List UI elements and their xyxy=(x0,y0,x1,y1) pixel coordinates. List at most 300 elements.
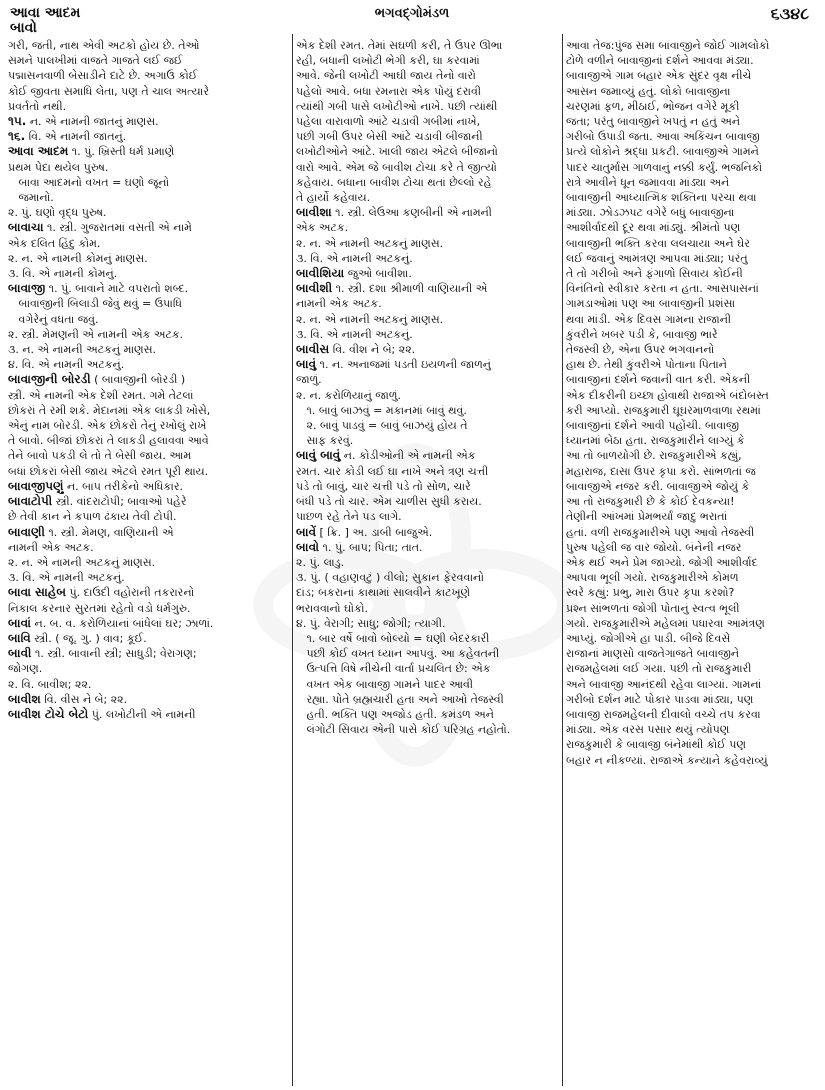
entry-text: પદ્માસનવાળી બેસાડીને દાટે છે. અગાઉ કોઈ xyxy=(8,69,198,83)
entry-headword: બાવીશી xyxy=(296,281,333,296)
entry-text: બાવાજીની બિલાડી જેવું થવું = ઉપાધિ xyxy=(8,297,182,311)
entry-text: ઉત્પત્તિ વિષે નીચેની વાર્તા પ્રચલિત છે: એક xyxy=(296,662,491,676)
entry-headword: બાવીશિયા xyxy=(296,266,345,281)
entry-text: બાવા આદમનો વખત = ઘણો જૂનો xyxy=(8,175,170,189)
text-line xyxy=(8,266,290,281)
entry-text: એક દીકરીની ઇચ્છા હોવાથી રાજાએ બંદોબસ્ત xyxy=(566,388,769,402)
entry-text: પાછળ રહે તેને પડ લાગે. xyxy=(296,510,402,524)
text-line xyxy=(296,220,558,235)
text-line xyxy=(296,722,558,737)
text-line xyxy=(296,53,558,68)
text-line xyxy=(8,570,290,585)
text-line xyxy=(296,707,558,722)
entry-headword: આવા આદમ xyxy=(8,144,69,159)
text-line xyxy=(566,68,819,83)
text-line xyxy=(8,236,290,251)
text-line xyxy=(296,84,558,99)
text-line xyxy=(566,372,819,387)
entry-headword: બાવાજીની બોરડી xyxy=(8,372,91,387)
entry-text: પ્રશ્ન સાંભળતાં જોગી પોતાનું સ્વત્વ ભૂલી xyxy=(566,601,740,615)
text-line xyxy=(8,342,290,357)
text-line xyxy=(566,114,819,129)
text-line xyxy=(296,448,558,463)
text-line xyxy=(296,601,558,616)
text-line xyxy=(566,403,819,418)
entry-text: બાવાજીનાં દર્શને આવી પહોંચી. બાવાજી xyxy=(566,419,740,433)
entry-text: ૧. સ્ત્રી. મેમણ, વાણિયાની એ xyxy=(44,525,174,539)
text-line xyxy=(8,175,290,190)
entry-text: ૨. ન. એ નામની અટકનું માણસ. xyxy=(296,312,444,326)
text-line xyxy=(8,84,290,99)
entry-headword: બાવાચા xyxy=(8,220,44,235)
text-line xyxy=(566,753,819,768)
text-line xyxy=(8,327,290,342)
text-line xyxy=(8,585,290,600)
entry-text: વિ. એ નામની જાતનું. xyxy=(25,130,127,144)
entry-text: ૨. ન. એ નામની કોમનું માણસ. xyxy=(8,251,148,265)
entry-text: બાવાજીની ભક્તિ કરવા લલચાયા અને ઘેર xyxy=(566,236,750,250)
text-line xyxy=(296,296,558,311)
text-line xyxy=(8,707,290,722)
entry-text: માંડ્યા. એક વરસ પસાર થયું ત્યોપણ xyxy=(566,723,730,737)
text-line xyxy=(296,570,558,585)
entry-headword: બાવું બાવું xyxy=(296,448,341,463)
text-line xyxy=(566,433,819,448)
text-line xyxy=(566,677,819,692)
entry-headword: ૧૬. xyxy=(8,129,26,144)
entry-text: લઈ જવાનું આમંત્રણ આપવા માંડ્યા; પરંતુ xyxy=(566,251,748,265)
text-line xyxy=(296,403,558,418)
entry-text: બધાં છોકરાં બેસી જાય એટલે રમત પૂરી થાય. xyxy=(8,464,209,478)
text-line xyxy=(8,388,290,403)
entry-text: રહ્યા. પોતે બ્રહ્મચારી હતા અને આખો તેજસ્વી xyxy=(296,692,504,706)
entry-headword: બાવાજીપણું xyxy=(8,478,64,493)
text-line xyxy=(566,38,819,53)
text-line xyxy=(296,190,558,205)
text-line xyxy=(566,357,819,372)
text-line xyxy=(566,661,819,676)
text-line xyxy=(8,114,290,129)
entry-text: પું. દાઉદી વહોરાની તકરારનો xyxy=(66,586,195,600)
entry-text: સ્ત્રી. ( જૂ. ગુ. ) વાવ; કૂઈ. xyxy=(30,631,147,645)
text-line xyxy=(296,509,558,524)
entry-text: ૨. ન. એ નામની અટકનું માણસ. xyxy=(8,555,156,569)
text-line xyxy=(296,312,558,327)
entry-text: ધ્યાનમાં બેઠા હતા. રાજકુમારીને લાગ્યું કે xyxy=(566,434,745,448)
text-line xyxy=(8,372,290,387)
entry-text: આ તો રાજકુમારી છે કે કોઈ દેવકન્યા! xyxy=(566,495,735,509)
entry-text: બાવાજીની આધ્યાત્મિક શક્તિના પરચા થવા xyxy=(566,191,757,205)
entry-text: ( બાવાજીની બોરડી ) xyxy=(90,373,186,387)
text-line xyxy=(566,281,819,296)
entry-text: સમને પાલખીમાં વાજતે ગાજતે લઈ જઈ xyxy=(8,54,183,68)
text-line xyxy=(566,418,819,433)
text-line xyxy=(566,585,819,600)
text-line xyxy=(566,479,819,494)
text-line xyxy=(566,129,819,144)
entry-text: ગરીબો દર્શન માટે પોકાર પાડવા માંડ્યા, પણ xyxy=(566,692,754,706)
text-line xyxy=(8,160,290,175)
entry-text: ૩. વિ. એ નામની અટકનું. xyxy=(296,327,413,341)
entry-text: બહાર ન નીકળ્યાં. રાજાએ કન્યાને કહેવરાવ્યું xyxy=(566,753,768,767)
text-line xyxy=(8,540,290,555)
entry-text: ન. બ. વ. કરોળિયાનાં બાંધેલાં ઘર; ઝાળાં. xyxy=(31,616,214,630)
entry-text: ૧. સ્ત્રી. ગુજરાતમાં વસતી એ નામે xyxy=(43,221,192,235)
entry-text: તે તો ગરીબો અને ફંગાળો સિવાય કોઈની xyxy=(566,267,743,281)
guide-word-first: આવા આદમ xyxy=(10,5,81,21)
entry-text: બાવાજી રાજમહેલની દીવાલો વચ્ચે તપ કરવા xyxy=(566,707,761,721)
entry-headword: બાવીશ ટોચે બેટો xyxy=(8,706,89,721)
entry-text: વારો આવે. એમ જે બાવીશ ટોચા કરે તે જીત્યો xyxy=(296,160,497,174)
text-line xyxy=(566,540,819,555)
text-line xyxy=(8,525,290,540)
entry-text: ગામડાઓમાં પણ આ બાવાજીની પ્રશંસા xyxy=(566,297,736,311)
entry-text: એક થઈ અને પ્રેમ જાગ્યો. જોગી આશીર્વાદ xyxy=(566,555,758,569)
text-line xyxy=(296,342,558,357)
entry-text: તેને બાવો પકડી લે તો તે બેસી જાય. આમ xyxy=(8,449,192,463)
entry-text: મહારાજ, દાસા ઉપર કૃપા કરો. સાંભળતાં જ xyxy=(566,464,756,478)
entry-text: સ્ત્રી. વાંદરાટોપી; બાવાઓ પહેરે xyxy=(52,495,187,509)
entry-headword: બાવો xyxy=(296,539,320,554)
text-line xyxy=(566,509,819,524)
text-line xyxy=(296,99,558,114)
text-line xyxy=(566,631,819,646)
entry-headword: બાવીશ xyxy=(8,691,41,706)
entry-text: દાંડ; બકરાનાં કાથામાં સાલવીને કાટખૂણે xyxy=(296,586,471,600)
entry-text: ૨. ન. કરોળિયાનું જાળું. xyxy=(296,388,401,402)
entry-text: ૨. પું. ઘણો વૃદ્ધ પુરુષ. xyxy=(8,206,107,220)
entry-text: તેજસ્વી છે, એના ઉપર ભગવાનનો xyxy=(566,343,715,357)
text-line xyxy=(566,205,819,220)
entry-text: ભરાવવાનો ઘોકો. xyxy=(296,601,368,615)
text-line xyxy=(296,114,558,129)
entry-text: તે હાર્યો કહેવાય. xyxy=(296,191,371,205)
text-line xyxy=(566,342,819,357)
entry-text: ૩. વિ. એ નામની અટકનું. xyxy=(296,251,413,265)
text-line xyxy=(566,616,819,631)
entry-text: રાજકુમારી કે બાવાજી બંનેમાંથી કોઈ પણ xyxy=(566,738,747,752)
text-line xyxy=(296,266,558,281)
text-line xyxy=(566,692,819,707)
entry-text: પહેલો આવે. બધા રમનારા એક પોયું દરાવી xyxy=(296,84,481,98)
text-line xyxy=(8,99,290,114)
text-line xyxy=(8,555,290,570)
entry-text: રમત. ચાર કોડી લઈ ઘા નાખે અને ત્રણ ચત્તી xyxy=(296,464,489,478)
entry-text: આશીર્વાદથી દૂર થવા માંડ્યું. શ્રીમંતો પણ xyxy=(566,221,741,235)
text-line xyxy=(296,585,558,600)
column-divider xyxy=(562,34,563,1086)
entry-text: ૩. ન. એ નામની અટકનું માણસ. xyxy=(8,343,157,357)
text-line xyxy=(566,296,819,311)
entry-text: વિનંતિનો સ્વીકાર કરતા ન હતા. આસપાસનાં xyxy=(566,282,759,296)
entry-text: ૩. પું. ( વહાણવટું ) વીલો; સુકાન ફેરવવાનો xyxy=(296,571,484,585)
text-line xyxy=(8,677,290,692)
entry-headword: બાવાં xyxy=(8,615,31,630)
text-line xyxy=(566,99,819,114)
entry-text: ન. કોડીઓની એ નામની એક xyxy=(340,449,476,463)
text-line xyxy=(296,646,558,661)
entry-text: ૪. વિ. એ નામની અટકનું. xyxy=(8,358,125,372)
entry-text: રહી, બધાની લખોટી ભેગી કરી, ઘા કરવામાં xyxy=(296,54,480,68)
text-line xyxy=(8,509,290,524)
text-line xyxy=(296,661,558,676)
entry-text: આવા તેજ:પુંજ સમા બાવાજીને જોઈ ગામલોકો xyxy=(566,39,770,52)
text-line xyxy=(566,494,819,509)
text-line xyxy=(296,692,558,707)
entry-text: ૧. પું. બાપ; પિતા; તાત. xyxy=(319,540,423,554)
entry-text: ૧. સ્ત્રી. લેઉઆ કણબીની એ નામની xyxy=(331,206,492,220)
text-line xyxy=(296,251,558,266)
text-line xyxy=(296,68,558,83)
entry-text: આસન જમાવ્યું હતું. લોકો બાવાજીના xyxy=(566,84,731,98)
text-line xyxy=(296,236,558,251)
entry-text: લખોટીઓને આંટે. ખાલી જાય એટલે બીજાનો xyxy=(296,145,498,159)
entry-text: જતા; પરંતુ બાવાજીને ખપતું ન હતું અને xyxy=(566,115,741,129)
text-line xyxy=(566,570,819,585)
entry-text: હતાં. વળી રાજકુમારીએ પણ આવો તેજસ્વી xyxy=(566,525,755,539)
text-line xyxy=(296,479,558,494)
entry-text: ૧. ન. અનાજમાં પડતી ઇયળની જાળનું xyxy=(316,358,491,372)
entry-text: લંગોટી સિવાય એની પાસે કોઈ પરિગ્રહ નહોતો. xyxy=(296,723,511,737)
entry-text: આપ્યું. જોગીએ હા પાડી. બીજે દિવસે xyxy=(566,631,731,645)
entry-text: હતી. ભક્તિ પણ અજોડ હતી. કમંડળ અને xyxy=(296,707,494,721)
text-column-1 xyxy=(8,38,290,1086)
text-line xyxy=(566,175,819,190)
text-line xyxy=(296,388,558,403)
entry-text: પું. લખોટીની એ નામની xyxy=(88,707,196,721)
text-line xyxy=(8,418,290,433)
entry-text: તે બાવો. બીજાં છોકરાં તે લાકડી હલાવવા આવે xyxy=(8,434,209,448)
text-column-3 xyxy=(566,38,819,1086)
entry-text: બંધી પડે તો ચાર. એમ ચાળીસ સુધી કરાય. xyxy=(296,495,482,509)
entry-text: પહેલા વારાવાળો આંટે ચડાવી ગબીમાં નાખે, xyxy=(296,115,481,129)
text-line xyxy=(8,129,290,144)
text-line xyxy=(8,38,290,53)
text-line xyxy=(296,631,558,646)
entry-text: થવા માંડી. એક દિવસ ગામના રાજાની xyxy=(566,312,732,326)
entry-text: ૧. બાવું બાઝવું = મકાનમાં બાવું થવું. xyxy=(296,403,467,417)
text-line xyxy=(566,327,819,342)
entry-text: કોઈ જીવતા સમાધિ લેતા, પણ તે ચાલ અત્યારે xyxy=(8,84,210,98)
entry-text: ૨. પું. લાડુ. xyxy=(296,555,345,569)
entry-headword: બાવી xyxy=(8,646,32,661)
entry-text: આપવા ભૂલી ગયો. રાજકુમારીએ કોમળ xyxy=(566,571,739,585)
entry-text: ચરણમાં ફળ, મીઠાઈ, ભોજન વગેરે મૂકી xyxy=(566,99,740,113)
text-line xyxy=(8,403,290,418)
entry-text: ૩. વિ. એ નામની અટકનું. xyxy=(8,571,125,585)
text-line xyxy=(296,464,558,479)
text-line xyxy=(566,464,819,479)
entry-text: ગરી, જતી, નાથ એવી અટકો હોય છે. તેઓ xyxy=(8,39,200,52)
dictionary-title: ભગવદ્ગોમંડળ xyxy=(374,6,450,21)
text-line xyxy=(8,190,290,205)
text-line xyxy=(8,601,290,616)
text-line xyxy=(8,692,290,707)
entry-text: ન. એ નામની જાતનું માણસ. xyxy=(26,115,159,129)
text-line xyxy=(8,312,290,327)
entry-text: પડે તો બાવું, ચાર ચત્તી પડે તો સોળ, ચારે xyxy=(296,479,471,493)
text-line xyxy=(296,357,558,372)
text-line xyxy=(296,281,558,296)
entry-text: કુંવરીને ખબર પડી કે, બાવાજી ભારે xyxy=(566,327,718,341)
entry-text: ૨. ન. એ નામની અટકનું માણસ. xyxy=(296,236,444,250)
entry-text: સાફ કરવું. xyxy=(296,434,354,448)
entry-text: એક દેશી રમત. તેમાં સઘળી કરી, તે ઉપર ઊભા xyxy=(296,39,503,52)
text-line xyxy=(8,220,290,235)
text-line xyxy=(296,38,558,53)
entry-text: વિ. વીશ ને બે; ૨૨. xyxy=(329,343,416,357)
text-line xyxy=(566,646,819,661)
entry-text: રાત્રે આવીને ધૂન જમાવવા માંડ્યા અને xyxy=(566,175,730,189)
entry-text: નામની એક અટક. xyxy=(8,540,94,554)
text-line xyxy=(296,540,558,555)
entry-headword: બાવાટોપી xyxy=(8,494,53,509)
text-line xyxy=(296,327,558,342)
entry-text: ગરીબો ઉપાડી જતા. આવા અકિંચન બાવાજી xyxy=(566,130,760,144)
entry-headword: ૧૫. xyxy=(8,114,27,129)
entry-headword: બાવું xyxy=(296,357,317,372)
text-line xyxy=(296,205,558,220)
text-line xyxy=(566,525,819,540)
entry-text: જમાનો. xyxy=(8,191,54,205)
text-line xyxy=(296,160,558,175)
text-line xyxy=(296,525,558,540)
text-line xyxy=(8,479,290,494)
text-line xyxy=(566,144,819,159)
text-line xyxy=(8,144,290,159)
entry-text: ૨. બાવું પાડવું = બાવું બાઝયું હોય તે xyxy=(296,419,468,433)
entry-text: ૧. સ્ત્રી. બાવાની સ્ત્રી; સાધુડી; વેરાગણ; xyxy=(31,647,197,661)
entry-text: અને બાવાજી આનંદથી રહેવા લાગ્યાં. ગામનાં xyxy=(566,677,762,691)
entry-headword: બાવીશા xyxy=(296,205,332,220)
entry-text: પ્રત્યે લોકોને શ્રદ્ધા પ્રકટી. બાવાજીએ ગામને xyxy=(566,145,759,159)
text-line xyxy=(296,129,558,144)
entry-text: પ્રવર્તતો નથી. xyxy=(8,99,67,113)
entry-text: ન. બાપ તરીકેનો અધિકાર. xyxy=(63,479,184,493)
entry-text: જોગણ. xyxy=(8,662,43,676)
text-line xyxy=(566,190,819,205)
entry-text: ૧. પું. ખ્રિસ્તી ધર્મ પ્રમાણે xyxy=(68,145,175,159)
text-line xyxy=(8,205,290,220)
entry-text: કરી આપ્યો. રાજકુમારી ઘૂઘરમાળવાળા રથમાં xyxy=(566,403,761,417)
text-line xyxy=(566,84,819,99)
entry-text: તેણીની આંખમાં પ્રેમભર્યાં જાદુ ભરાતાં xyxy=(566,510,728,524)
text-line xyxy=(566,53,819,68)
text-line xyxy=(296,677,558,692)
text-line xyxy=(566,236,819,251)
guide-word-last: બાવો xyxy=(10,20,37,36)
page-number: ૬૩૪૮ xyxy=(770,4,809,23)
text-line xyxy=(296,418,558,433)
text-line xyxy=(8,631,290,646)
text-line xyxy=(8,296,290,311)
entry-text: વખત એક બાવાજી ગામને પાદર આવી xyxy=(296,677,473,691)
text-line xyxy=(566,251,819,266)
entry-text: જાળું. xyxy=(296,373,322,387)
entry-headword: બાવાજી xyxy=(8,281,46,296)
entry-text: ૧. પું. બાવાને માટે વપરાતો શબ્દ. xyxy=(45,282,189,296)
entry-text: ૪. પું. વેરાગી; સાધુ; જોગી; ત્યાગી. xyxy=(296,616,446,630)
text-line xyxy=(296,144,558,159)
text-line xyxy=(566,722,819,737)
entry-text: વિ. વીસ ને બે; ૨૨. xyxy=(40,692,128,706)
entry-text: ટોળે વળીને બાવાજીનાં દર્શને આવવા મંડ્યા. xyxy=(566,54,754,68)
entry-headword: બાવિ xyxy=(8,630,31,645)
entry-text: પાદર ચાતુર્માસ ગાળવાનું નક્કી કર્યું. ભજનિકો xyxy=(566,160,763,174)
entry-text: બાવાજીનાં દર્શને જવાની વાત કરી. એકની xyxy=(566,373,751,387)
entry-text: પ્રથમ પેદા થયેલ પુરુષ. xyxy=(8,160,109,174)
entry-text: પછી ગબી ઉપર બેસી આંટે ચડાવી બીજાની xyxy=(296,130,483,144)
entry-text: બાવાજીએ નજર કરી. બાવાજીએ જોયું કે xyxy=(566,479,750,493)
text-line xyxy=(8,53,290,68)
text-column-2 xyxy=(296,38,558,1086)
text-line xyxy=(8,448,290,463)
entry-text: માંડ્યા. ઝોડઝપટ વગેરે બધું બાવાજીના xyxy=(566,206,735,220)
entry-text: વગેરેનું વધતા જવું. xyxy=(8,312,99,326)
entry-text: હાથ છે. તેથી કુંવરીએ પોતાના પિતાને xyxy=(566,358,727,372)
entry-text: એક અટક. xyxy=(296,221,349,235)
entry-text: [ ક્રિ. ] અ. ડાબી બાજુએ. xyxy=(316,525,433,539)
text-line xyxy=(296,175,558,190)
entry-text: છે તેવી કાન ને કપાળ ઢંકાય તેવી ટોપી. xyxy=(8,510,177,524)
entry-headword: બાવાણી xyxy=(8,524,45,539)
entry-headword: બાવેં xyxy=(296,524,317,539)
entry-text: છોકરાં તે રમી શકે. મેદાનમાં એક લાકડી ખોસે, xyxy=(8,403,211,417)
text-line xyxy=(566,555,819,570)
text-line xyxy=(8,646,290,661)
entry-text: ૧. સ્ત્રી. દશા શ્રીમાળી વાણિયાની એ xyxy=(332,282,488,296)
entry-text: સ્વરે કહ્યું: પ્રભુ, મારા ઉપર કૃપા કરશો? xyxy=(566,586,735,600)
entry-text: એનું નામ બોરડી. એક છોકરો તેનું રખોલું રાખે xyxy=(8,419,207,433)
entry-text: એક દલિત હિંદુ કોમ. xyxy=(8,236,101,250)
entry-text: કહેવાય. બધાના બાવીશ ટોચા થતાં છેલ્લો રહે xyxy=(296,175,492,189)
text-line xyxy=(296,372,558,387)
text-line xyxy=(566,601,819,616)
text-line xyxy=(566,707,819,722)
text-line xyxy=(566,312,819,327)
entry-text: નિકાલ કરનાર સુરતમાં રહેતો વડો ધર્મગુરુ. xyxy=(8,601,191,615)
text-line xyxy=(8,281,290,296)
text-line xyxy=(566,220,819,235)
entry-text: આવે. જેની લખોટી આઘી જાય તેનો વારો xyxy=(296,69,476,83)
entry-text: રાજમહેલમાં લઈ ગયા. પછી તો રાજકુમારી xyxy=(566,662,752,676)
text-line xyxy=(8,357,290,372)
entry-text: ત્યાંથી ગબી પાસે લખોટીઓ નાખે. પછી ત્યાંથી xyxy=(296,99,498,113)
text-line xyxy=(566,448,819,463)
entry-text: ૧. બાર વર્ષે બાવો બોલ્યો = ઘણી બેદરકારી xyxy=(296,631,490,645)
text-line xyxy=(566,388,819,403)
text-line xyxy=(566,160,819,175)
header-guide-words xyxy=(10,6,80,36)
entry-text: બાવાજીએ ગામ બહાર એક સુંદર વૃક્ષ નીચે xyxy=(566,69,752,83)
entry-text: નામની એક અટક. xyxy=(296,297,382,311)
entry-headword: બાવા સાહેબ xyxy=(8,585,66,600)
entry-headword: બાવીસ xyxy=(296,342,330,357)
entry-text: પુરુષ પહેલી જ વાર જોયો. બંનેની નજર xyxy=(566,540,742,554)
column-divider xyxy=(292,34,293,1086)
text-line xyxy=(8,464,290,479)
entry-text: ગયો. રાજકુમારીએ મહેલમાં પધારવા આમંત્રણ xyxy=(566,616,765,630)
text-line xyxy=(8,661,290,676)
entry-text: રાજાનાં માણસો વાજતેગાજતે બાવાજીને xyxy=(566,647,740,661)
entry-text: ૨. સ્ત્રી. મેમણની એ નામની એક અટક. xyxy=(8,327,184,341)
entry-text: ૩. વિ. એ નામની કોમનું. xyxy=(8,267,118,281)
entry-text: ૨. વિ. બાવીશ; ૨૨. xyxy=(8,677,92,691)
text-line xyxy=(566,266,819,281)
entry-text: પછી કોઈ વખત ધ્યાન આપવું. આ કહેવતની xyxy=(296,647,500,661)
text-line xyxy=(296,433,558,448)
text-line xyxy=(8,433,290,448)
